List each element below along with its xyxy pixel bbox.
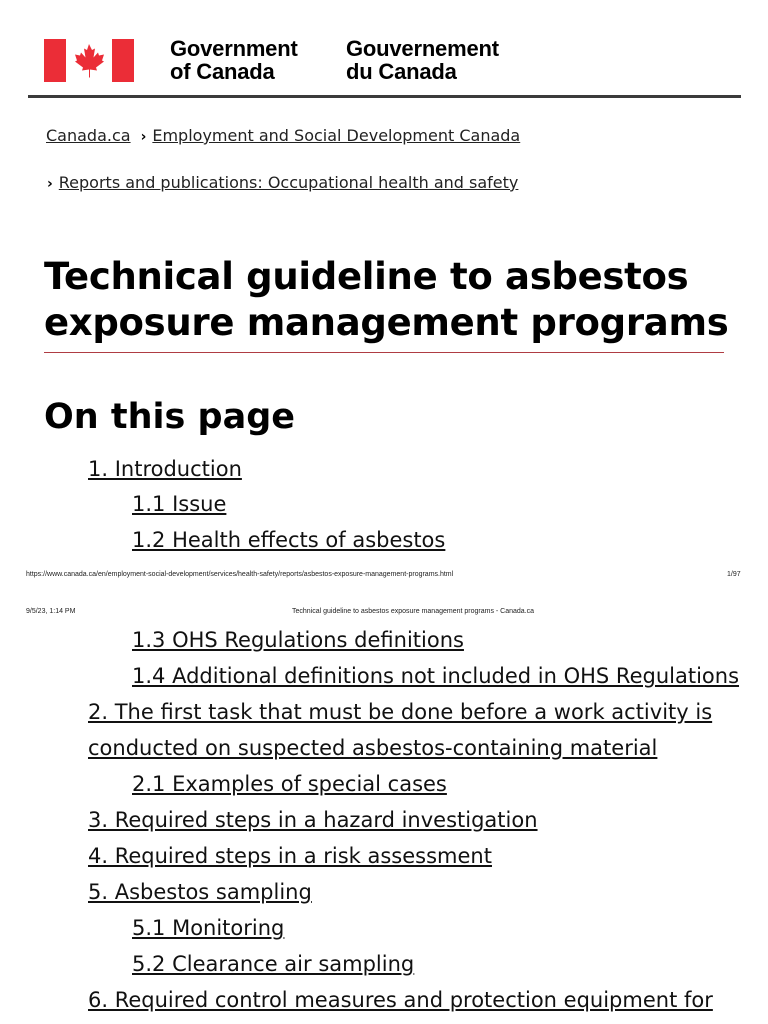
breadcrumb-row: [46, 126, 520, 147]
breadcrumb-link-esdc[interactable]: Employment and Social Development Canada: [152, 126, 521, 145]
chevron-right-icon: ›: [140, 129, 147, 145]
toc-link-additional-definitions[interactable]: 1.4 Additional definitions not included in OHS Regulations: [132, 664, 740, 688]
wordmark-english: [170, 37, 298, 83]
toc-link-first-task-cont[interactable]: conducted on suspected asbestos-containing material: [88, 736, 658, 760]
page-title-line1: Technical guideline to asbestos: [44, 255, 689, 298]
canada-flag-icon[interactable]: [44, 39, 134, 82]
wordmark-fr-line2: du Canada: [346, 59, 457, 84]
title-underline: [44, 352, 724, 353]
print-header-date: 9/5/23, 1:14 PM: [26, 608, 76, 615]
toc-heading: On this page: [44, 397, 295, 437]
toc-link-health-effects[interactable]: 1.2 Health effects of asbestos: [132, 528, 446, 552]
print-header-title: Technical guideline to asbestos exposure management programs - Canada.ca: [292, 608, 535, 615]
toc-link-hazard-investigation[interactable]: 3. Required steps in a hazard investigation: [88, 808, 538, 832]
toc-link-ohs-definitions[interactable]: 1.3 OHS Regulations definitions: [132, 628, 464, 652]
page-title-line2: exposure management programs: [44, 301, 729, 344]
print-page-number: 1/97: [727, 571, 741, 578]
breadcrumb-link-reports[interactable]: Reports and publications: Occupational health and safety: [58, 173, 519, 192]
chevron-right-icon: ›: [47, 176, 53, 192]
toc-link-clearance-sampling[interactable]: 5.2 Clearance air sampling: [132, 952, 415, 976]
print-footer-url: https://www.canada.ca/en/employment-social-development/services/health-safety/reports/asbestos-exposure-management-programs.html: [26, 571, 454, 578]
toc-link-first-task[interactable]: 2. The first task that must be done before a work activity is: [88, 700, 713, 724]
toc-link-asbestos-sampling[interactable]: 5. Asbestos sampling: [88, 880, 312, 904]
breadcrumb-row: [46, 173, 518, 194]
toc-link-special-cases[interactable]: 2.1 Examples of special cases: [132, 772, 447, 796]
breadcrumb-link-canada-ca[interactable]: Canada.ca: [46, 126, 131, 145]
wordmark-fr-line1: Gouvernement: [346, 36, 499, 61]
wordmark-french: [346, 37, 499, 83]
toc-link-issue[interactable]: 1.1 Issue: [132, 492, 227, 516]
toc-link-control-measures[interactable]: 6. Required control measures and protection equipment for: [88, 988, 713, 1012]
wordmark-en-line1: Government: [170, 36, 298, 61]
page-title: [44, 254, 734, 346]
toc-link-monitoring[interactable]: 5.1 Monitoring: [132, 916, 285, 940]
wordmark-en-line2: of Canada: [170, 59, 275, 84]
toc-link-risk-assessment[interactable]: 4. Required steps in a risk assessment: [88, 844, 492, 868]
toc-link-introduction[interactable]: 1. Introduction: [88, 457, 242, 481]
header-divider: [28, 95, 741, 98]
